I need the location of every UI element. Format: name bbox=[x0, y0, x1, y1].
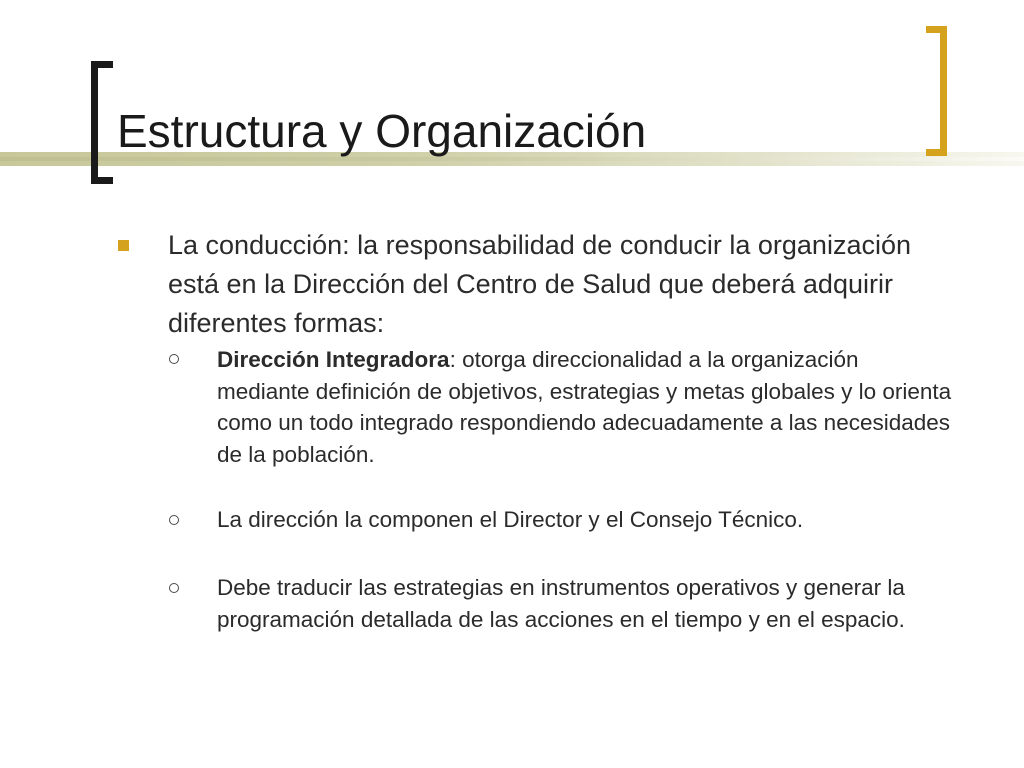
ring-bullet-icon bbox=[169, 354, 179, 364]
sub-bullet-text: Debe traducir las estrategias en instrumentos operativos y generar la programación detallada de las acciones en el tiempo y en el espacio. bbox=[217, 575, 905, 632]
ring-bullet-icon bbox=[169, 515, 179, 525]
ring-bullet-icon bbox=[169, 583, 179, 593]
bullet-level1: La conducción: la responsabilidad de conducir la organización está en la Dirección del Centro de Salud que deberá adquirir diferentes formas: bbox=[168, 230, 911, 338]
sub-bullet-item bbox=[217, 504, 957, 536]
sub-bullet-bold-lead: Dirección Integradora bbox=[217, 347, 450, 372]
sub-bullet-text: : otorga direccionalidad a la organización mediante definición de objetivos, estrategias y metas globales y lo orienta como un todo integrado respondiendo adecuadamente a las necesidades de la población. bbox=[217, 347, 952, 467]
square-bullet-icon bbox=[118, 240, 129, 251]
slide-title: Estructura y Organización bbox=[117, 105, 647, 157]
sub-bullet-text: La dirección la componen el Director y el Consejo Técnico. bbox=[217, 507, 804, 532]
sub-bullet-item bbox=[217, 344, 957, 470]
sub-bullet-item bbox=[217, 572, 957, 635]
